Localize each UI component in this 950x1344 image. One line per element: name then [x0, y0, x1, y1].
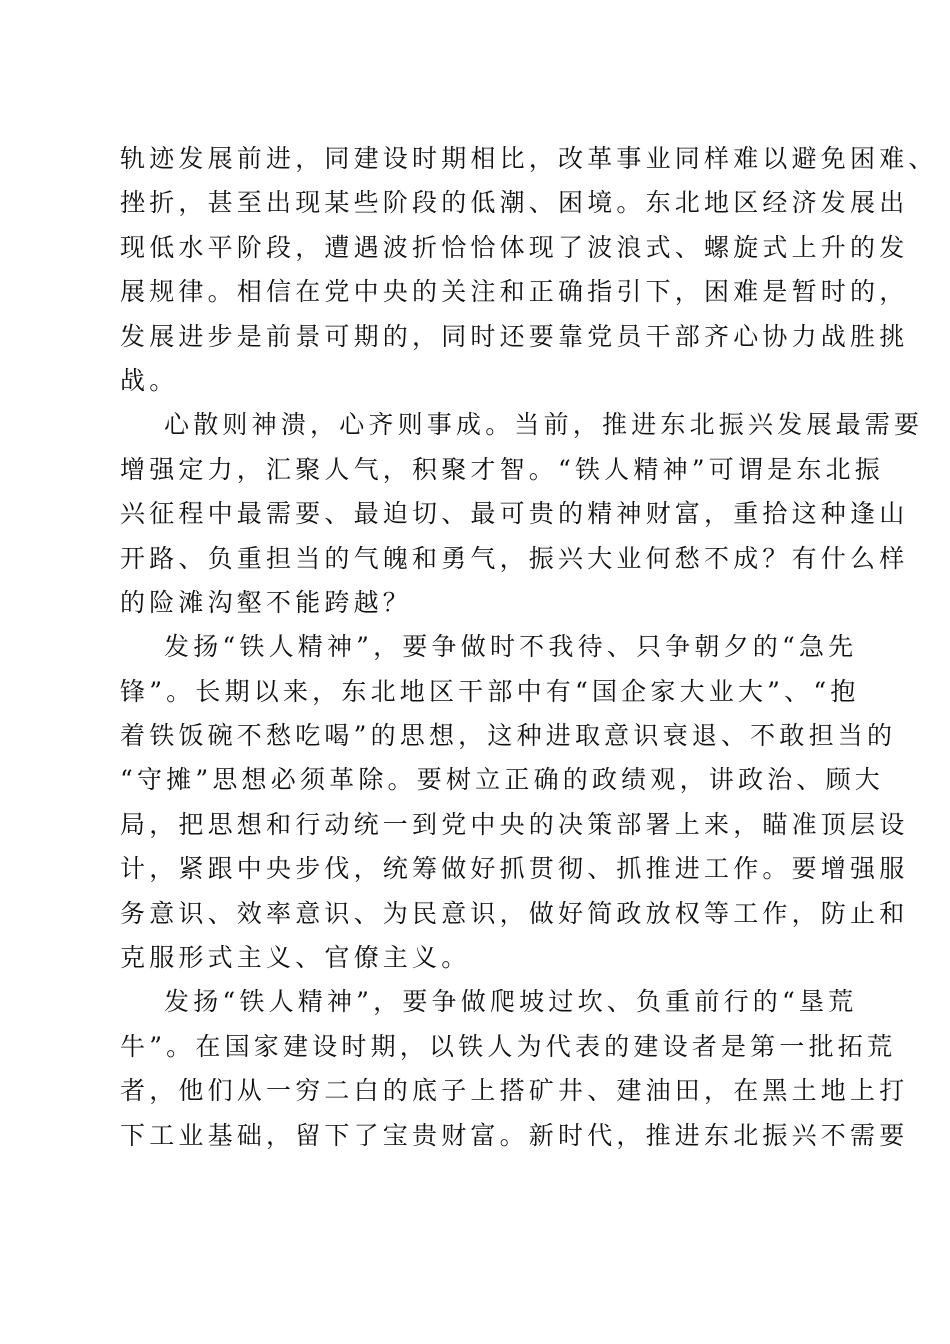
- text-line: 战。: [120, 365, 179, 395]
- text-line: 下工业基础，留下了宝贵财富。新时代，推进东北振兴不需要: [120, 1120, 909, 1150]
- text-line: 轨迹发展前进，同建设时期相比，改革事业同样难以避免困难、: [120, 144, 938, 173]
- text-line: “守摊”思想必须革除。要树立正确的政绩观，讲政治、顾大: [120, 765, 884, 795]
- text-line: 锋”。长期以来，东北地区干部中有“国企家大业大”、“抱: [120, 676, 860, 706]
- paragraph-first-line: 心散则神溃，心齐则事成。当前，推进东北振兴发展最需要: [164, 410, 924, 440]
- text-line: 着铁饭碗不愁吃喝”的思想，这种进取意识衰退、不敢担当的: [120, 721, 897, 751]
- text-line: 兴征程中最需要、最迫切、最可贵的精神财富，重拾这种逢山: [120, 499, 909, 529]
- text-line: 者，他们从一穷二白的底子上搭矿井、建油田，在黑土地上打: [120, 1076, 909, 1106]
- text-line: 务意识、效率意识、为民意识，做好简政放权等工作，防止和: [120, 898, 909, 928]
- body-text: [120, 137, 938, 1158]
- text-line: 局，把思想和行动统一到党中央的决策部署上来，瞄准顶层设: [120, 809, 909, 839]
- text-line: 开路、负重担当的气魄和勇气，振兴大业何愁不成？有什么样: [120, 543, 909, 573]
- text-line: 的险滩沟壑不能跨越？: [120, 587, 413, 617]
- text-line: 克服形式主义、官僚主义。: [120, 943, 471, 973]
- text-line: 发展进步是前景可期的，同时还要靠党员干部齐心协力战胜挑: [120, 321, 909, 351]
- text-line: 计，紧跟中央步伐，统筹做好抓贯彻、抓推进工作。要增强服: [120, 854, 909, 884]
- text-line: 牛”。在国家建设时期，以铁人为代表的建设者是第一批拓荒: [120, 1031, 897, 1061]
- text-line: 现低水平阶段，遭遇波折恰恰体现了波浪式、螺旋式上升的发: [120, 232, 909, 262]
- paragraph-first-line: 发扬“铁人精神”，要争做时不我待、只争朝夕的“急先: [164, 632, 858, 662]
- text-line: 增强定力，汇聚人气，积聚才智。“铁人精神”可谓是东北振: [120, 454, 884, 484]
- text-line: 展规律。相信在党中央的关注和正确指引下，困难是暂时的，: [120, 277, 909, 307]
- text-line: 挫折，甚至出现某些阶段的低潮、困境。东北地区经济发展出: [120, 188, 909, 218]
- paragraph-first-line: 发扬“铁人精神”，要争做爬坡过坎、负重前行的“垦荒: [164, 987, 858, 1017]
